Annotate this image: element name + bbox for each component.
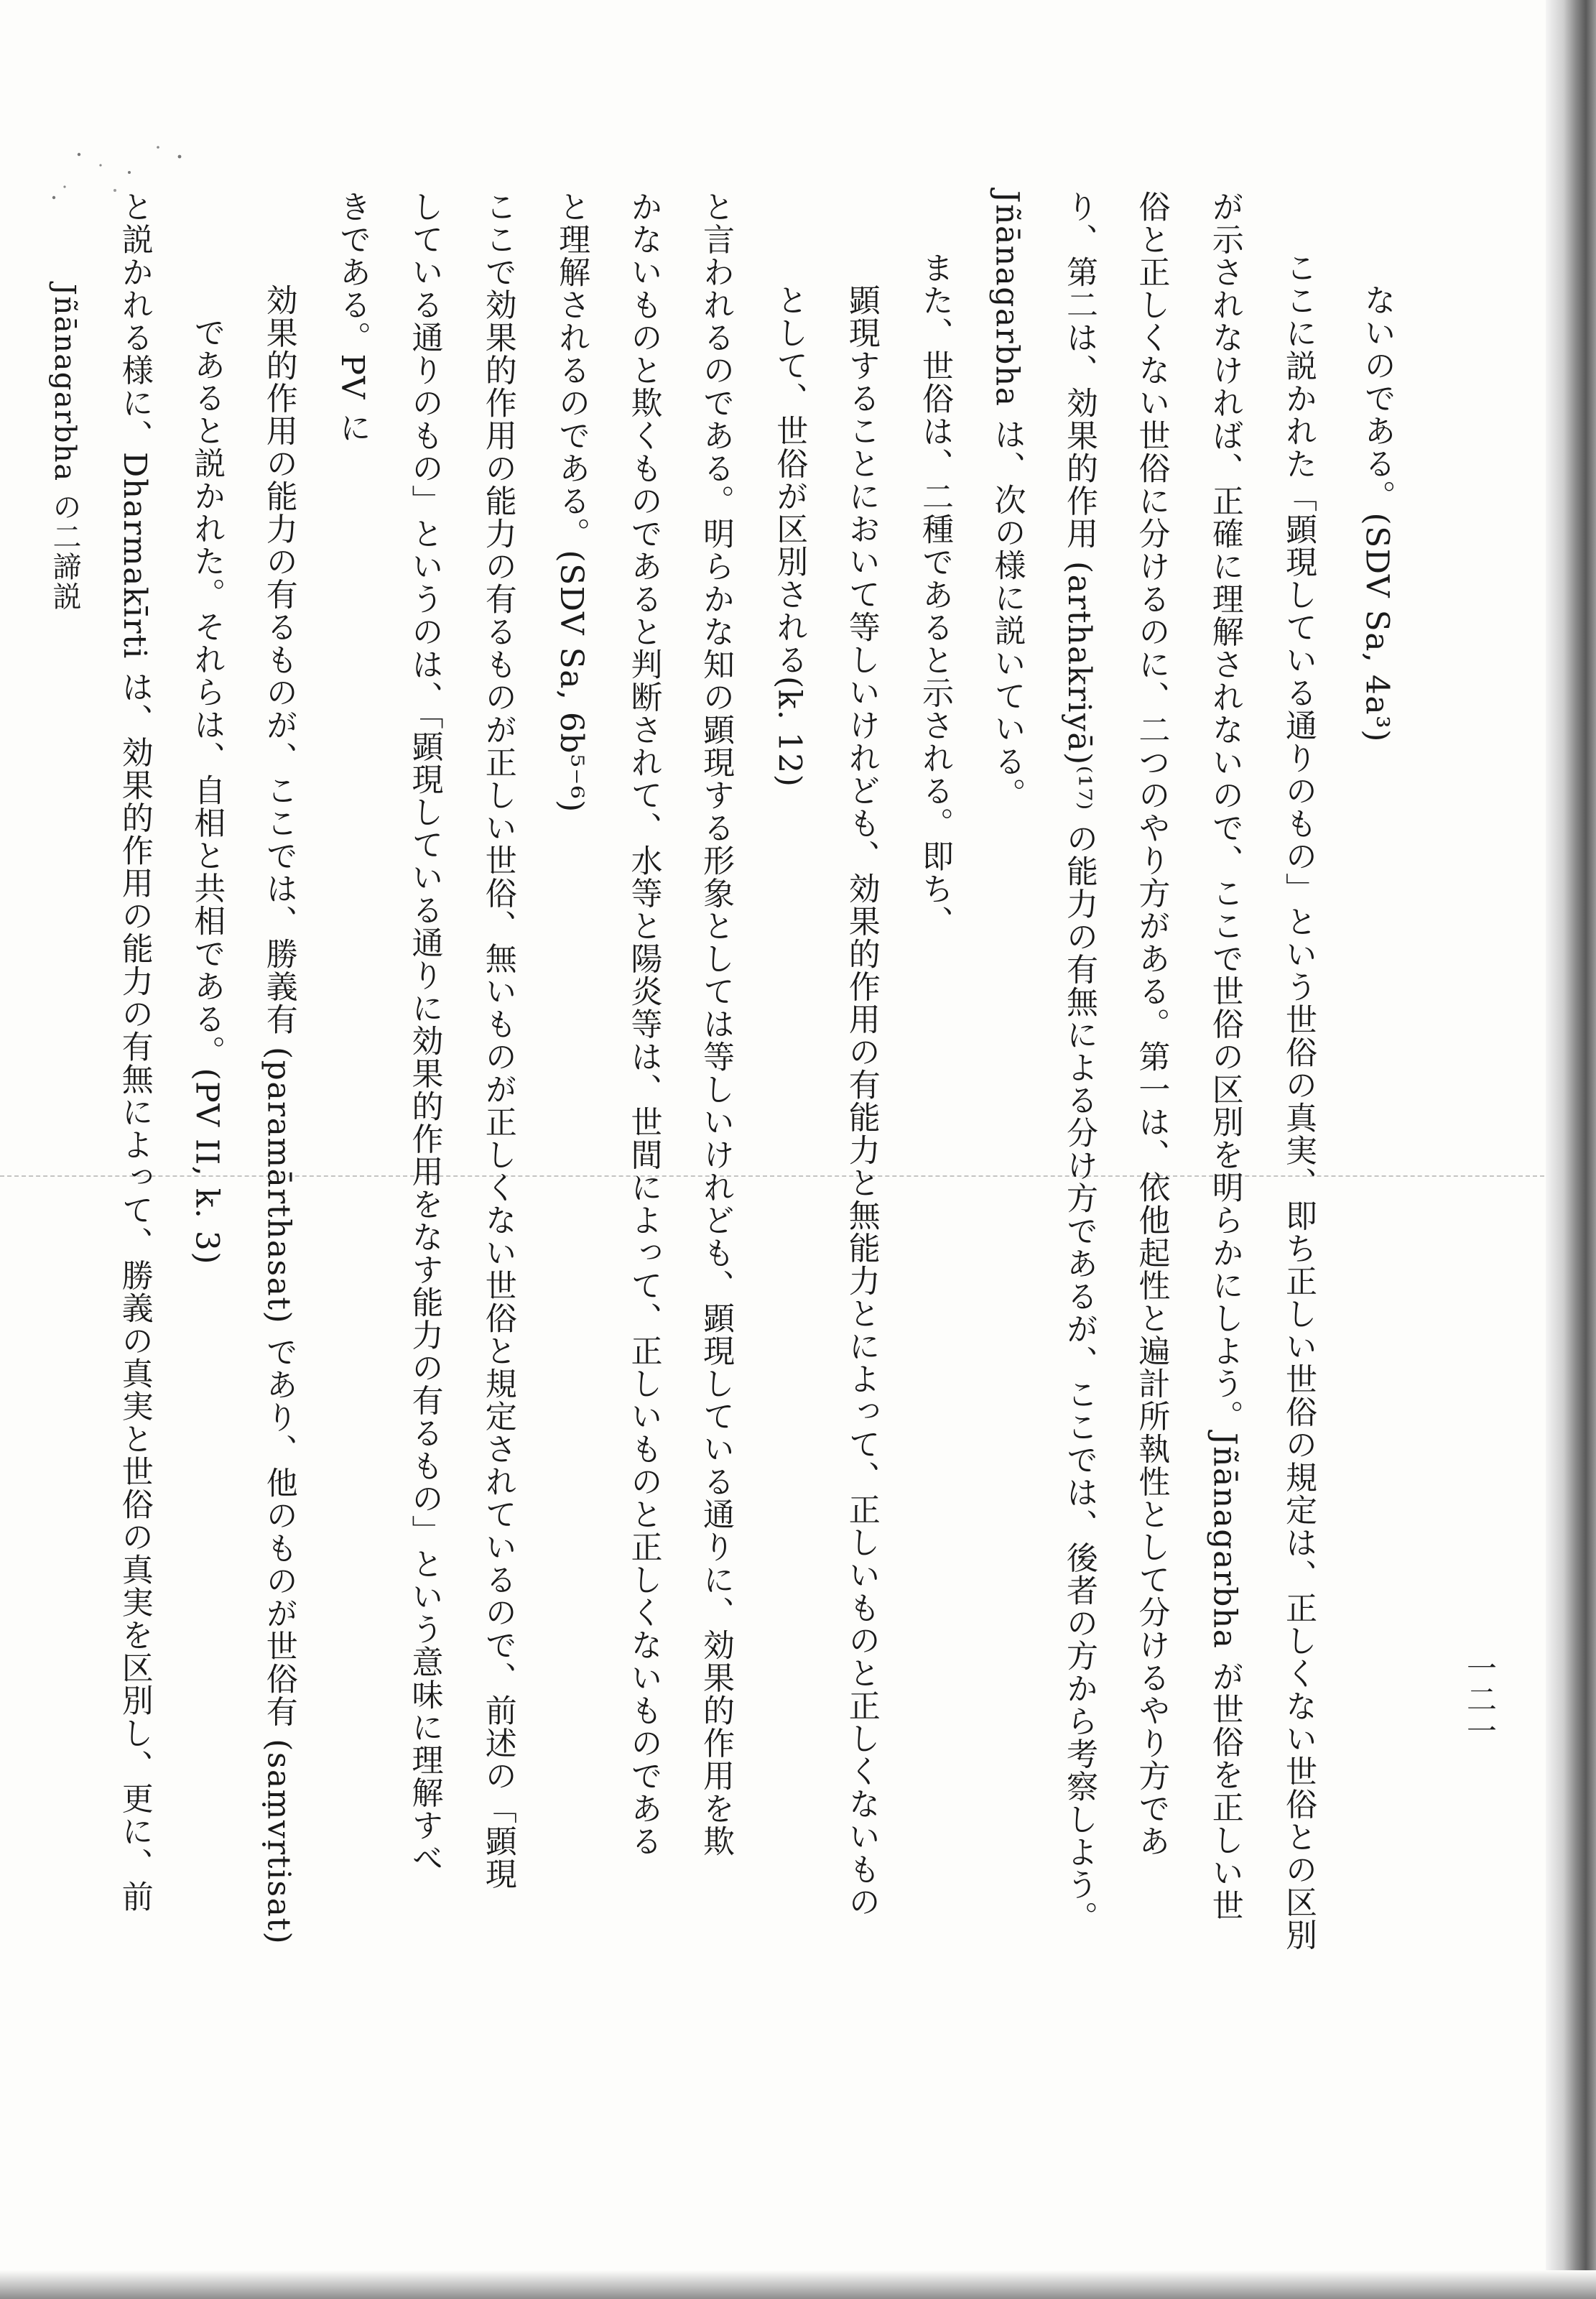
text-line: が示されなければ、正確に理解されないので、ここで世俗の区別を明らかにしよう。Jñānagarbha が世俗を正しい世 [1206, 190, 1243, 1922]
text-line: また、世俗は、二種であると示される。即ち、 [917, 251, 954, 938]
binding-edge [1546, 0, 1596, 2299]
text-line: かないものと欺くものであると判断されて、水等と陽炎等は、世間によって、正しいものと正しくないものである [625, 190, 662, 1858]
text-line: 顕現することにおいて等しいけれども、効果的作用の有能力と無能力とによって、正しいものと正しくないもの [843, 284, 880, 1918]
text-line: ここに説かれた「顕現している通りのもの」という世俗の真実、即ち正しい世俗の規定は、正しくない世俗との区別 [1280, 251, 1317, 1951]
text-line: きである。PV に [334, 190, 371, 444]
text-line: 俗と正しくない世俗に分けるのに、二つのやり方がある。第一は、依他起性と遍計所執性として分けるやり方であ [1133, 190, 1170, 1858]
text-line: ここで効果的作用の能力の有るものが正しい世俗、無いものが正しくない世俗と規定されているので、前述の「顕現 [479, 190, 516, 1890]
page-number: 一二一 [1462, 1652, 1498, 1747]
text-line: Jñānagarbha は、次の様に説いている。 [988, 190, 1026, 810]
text-line: と言われるのである。明らかな知の顕現する形象としては等しいけれども、顕現している通りに、効果的作用を欺 [697, 190, 734, 1858]
text-line: と説かれる様に、Dharmakīrti は、効果的作用の能力の有無によって、勝義の真実と世俗の真実を区別し、更に、前 [116, 190, 153, 1913]
text-line: ないのである。(SDV Sa, 4a³) [1358, 284, 1396, 743]
text-line: 効果的作用の能力の有るものが、ここでは、勝義有 (paramārthasat) であり、他のものが世俗有 (saṃvṛtisat) [260, 284, 297, 1946]
text-line: している通りのもの」というのは、「顕現している通りに効果的作用をなす能力の有るもの」という意味に理解すべ [406, 190, 443, 1874]
text-line: として、世俗が区別される(k. 12) [771, 284, 808, 788]
text-line: であると説かれた。それらは、自相と共相である。(PV II, k. 3) [188, 316, 226, 1266]
text-line: と理解されるのである。(SDV Sa, 6b⁵⁻⁶) [553, 190, 590, 813]
running-head: Jñānagarbha の二諦説 [48, 284, 81, 611]
text-line: り、第二は、効果的作用 (arthakriyā)⁽¹⁷⁾ の能力の有無による分け方であるが、ここでは、後者の方から考察しよう。 [1060, 190, 1098, 1934]
bottom-edge [0, 2270, 1596, 2299]
